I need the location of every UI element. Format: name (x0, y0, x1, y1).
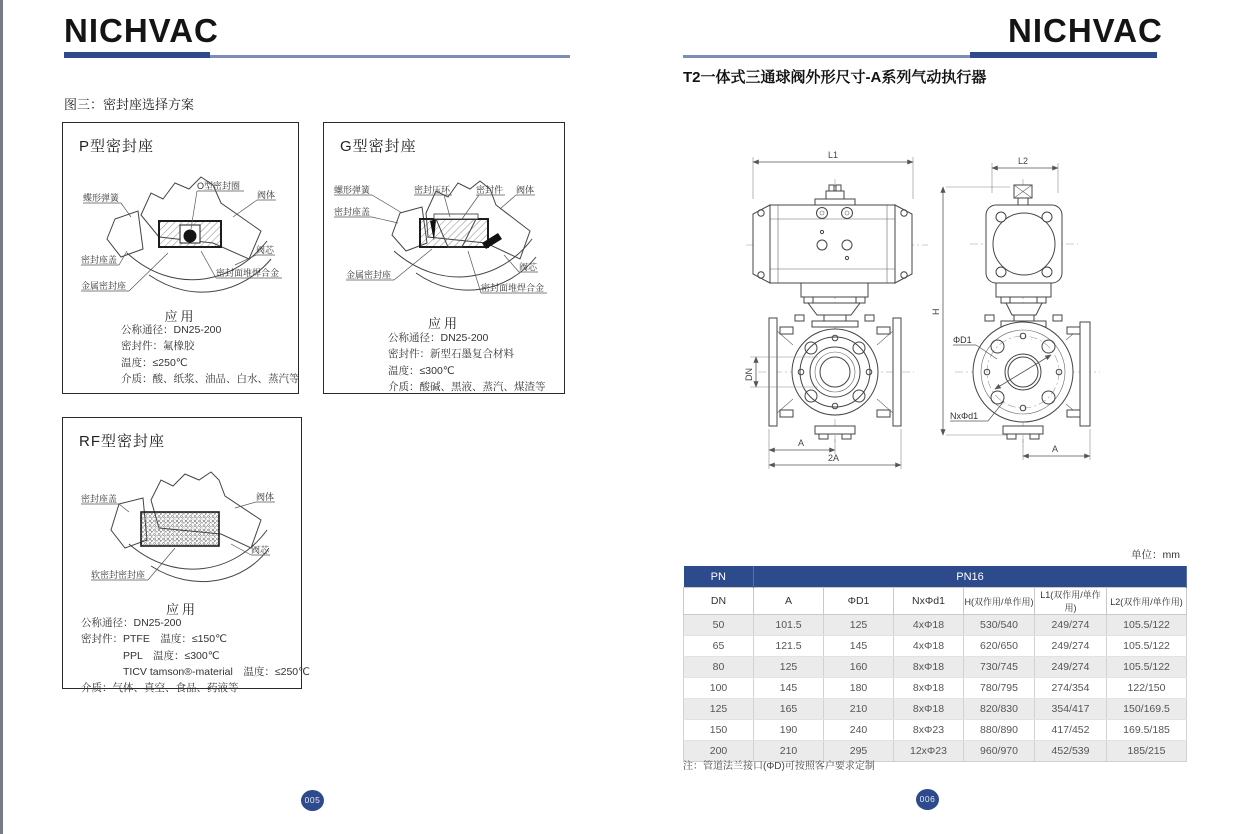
label-metal-seat: 金属密封座 (81, 281, 127, 291)
dim-label-a-side: A (1052, 444, 1059, 454)
table-cell: 121.5 (754, 636, 824, 657)
header-rule-accent-right (970, 52, 1157, 58)
table-cell: 880/890 (964, 720, 1035, 741)
table-column-header: ΦD1 (824, 588, 894, 615)
o-ring (184, 230, 197, 243)
table-cell: 249/274 (1035, 636, 1107, 657)
seat-p-cross-section (63, 157, 298, 307)
table-cell: 150 (684, 720, 754, 741)
seat-g-title: G型密封座 (340, 138, 417, 155)
table-cell: 145 (754, 678, 824, 699)
brand-logo-left: NICHVAC (64, 12, 219, 49)
label-soft-seat: 软密封密封座 (91, 570, 146, 580)
scan-edge (0, 0, 3, 834)
table-cell: 4xΦ18 (894, 636, 964, 657)
seat-rf-app-heading: 应用 (165, 602, 198, 617)
dimensions-table (683, 566, 1187, 762)
seat-g-app-lines (388, 330, 546, 396)
seat-p-title: P型密封座 (79, 138, 155, 155)
table-note: 注：管道法兰接口(ΦD)可按照客户要求定制 (683, 761, 875, 772)
table-cell: 780/795 (964, 678, 1035, 699)
table-cell: 169.5/185 (1107, 720, 1187, 741)
app-line: 介质：酸、纸浆、油品、白水、蒸汽等 (121, 373, 300, 386)
label-valve-body: 阀体 (256, 492, 275, 502)
table-cell: 820/830 (964, 699, 1035, 720)
app-line: 介质：气体、真空、食品、药液等 (81, 682, 239, 695)
seat-rf-app-lines (81, 615, 310, 696)
app-line: 公称通径：DN25-200 (81, 617, 182, 629)
table-column-header: A (754, 588, 824, 615)
dim-label-2a: 2A (828, 453, 840, 463)
table-row (684, 657, 1187, 678)
valve-front-view (744, 150, 928, 469)
app-line: 公称通径：DN25-200 (388, 332, 489, 344)
table-cell: 101.5 (754, 615, 824, 636)
label-valve-body: 阀体 (257, 190, 276, 200)
dim-label-l2: L2 (1018, 156, 1029, 166)
figure-caption: 图三：密封座选择方案 (64, 97, 195, 112)
app-line: 密封件：PTFE 温度：≤150℃ (81, 633, 227, 646)
table-cell: 8xΦ23 (894, 720, 964, 741)
table-cell: 210 (754, 741, 824, 762)
app-line: 温度：≤250℃ (121, 356, 188, 369)
page-number-left: 005 (301, 790, 324, 811)
label-seat-cover: 密封座盖 (81, 494, 118, 504)
table-cell: 8xΦ18 (894, 678, 964, 699)
label-valve-body: 阀体 (516, 185, 535, 195)
table-column-header-row (684, 588, 1187, 615)
app-line: TICV tamson®-material 温度：≤250℃ (123, 665, 310, 678)
table-row (684, 720, 1187, 741)
label-seat-cover: 密封座盖 (334, 207, 371, 217)
seat-g-drawing (334, 181, 547, 293)
table-row (684, 615, 1187, 636)
label-seal-element: 密封件 (476, 185, 504, 195)
table-cell: 417/452 (1035, 720, 1107, 741)
dim-label-h: H (931, 308, 941, 315)
app-line: 温度：≤300℃ (388, 364, 455, 377)
page-title: T2一体式三通球阀外形尺寸-A系列气动执行器 (683, 69, 987, 86)
table-cell: 125 (754, 657, 824, 678)
app-line: 密封件：新型石墨复合材料 (388, 348, 514, 361)
app-line: 密封件：氟橡胶 (121, 340, 195, 353)
table-cell: 185/215 (1107, 741, 1187, 762)
table-column-header: H(双作用/单作用) (964, 588, 1035, 615)
table-cell: 452/539 (1035, 741, 1107, 762)
table-cell: 125 (824, 615, 894, 636)
seat-p-app-heading: 应用 (164, 309, 197, 324)
table-cell: 105.5/122 (1107, 657, 1187, 678)
seat-box-g (323, 122, 565, 394)
table-column-header: L1(双作用/单作用) (1035, 588, 1107, 615)
dim-label-a-front: A (798, 438, 805, 448)
seat-box-p (62, 122, 299, 394)
brand-logo-right: NICHVAC (1008, 12, 1163, 49)
table-cell: 145 (824, 636, 894, 657)
seat-rf-drawing (81, 472, 275, 582)
table-cell: 620/650 (964, 636, 1035, 657)
label-valve-core: 阀芯 (251, 545, 270, 555)
seat-rf-title: RF型密封座 (79, 433, 165, 450)
seat-g-cross-section (324, 157, 564, 307)
valve-dimension-drawing (700, 135, 1200, 550)
table-cell: 730/745 (964, 657, 1035, 678)
seat-box-rf (62, 417, 310, 695)
table-cell: 8xΦ18 (894, 699, 964, 720)
table-cell: 150/169.5 (1107, 699, 1187, 720)
label-disc-spring: 蝶形弹簧 (83, 193, 120, 203)
table-cell: 210 (824, 699, 894, 720)
dim-label-phi-d1: ΦD1 (953, 335, 972, 345)
table-cell: 80 (684, 657, 754, 678)
header-rule-accent-left (64, 52, 210, 58)
valve-side-view (950, 156, 1100, 460)
label-press-ring: 密封压环 (414, 185, 451, 195)
table-cell: 50 (684, 615, 754, 636)
table-cell: 249/274 (1035, 657, 1107, 678)
table-cell: 105.5/122 (1107, 615, 1187, 636)
table-column-header: L2(双作用/单作用) (1107, 588, 1187, 615)
table-pn16-header: PN16 (754, 566, 1187, 588)
seat-rf-cross-section (63, 452, 301, 602)
dim-label-l1: L1 (828, 150, 839, 160)
label-weld-alloy: 密封面堆焊合金 (216, 268, 280, 278)
table-cell: 165 (754, 699, 824, 720)
table-pn-header: PN (684, 566, 754, 588)
table-cell: 100 (684, 678, 754, 699)
label-spring: 螺形弹簧 (334, 185, 371, 195)
label-valve-core: 阀芯 (519, 262, 538, 272)
label-seat-cover: 密封座盖 (81, 255, 118, 265)
table-cell: 4xΦ18 (894, 615, 964, 636)
unit-label: 单位：mm (1131, 549, 1180, 561)
table-cell: 295 (824, 741, 894, 762)
dim-label-nx-phi-d1: NxΦd1 (950, 411, 979, 421)
table-row (684, 699, 1187, 720)
table-row (684, 678, 1187, 699)
table-cell: 354/417 (1035, 699, 1107, 720)
seat-p-app-lines (121, 322, 300, 388)
label-weld-alloy: 密封面堆焊合金 (481, 283, 545, 293)
table-cell: 960/970 (964, 741, 1035, 762)
label-o-ring: O型密封圈 (197, 181, 241, 191)
table-cell: 125 (684, 699, 754, 720)
app-line: 公称通径：DN25-200 (121, 324, 222, 336)
seat-p-drawing (81, 177, 282, 292)
table-cell: 249/274 (1035, 615, 1107, 636)
table-cell: 200 (684, 741, 754, 762)
table-column-header: NxΦd1 (894, 588, 964, 615)
table-cell: 160 (824, 657, 894, 678)
table-cell: 122/150 (1107, 678, 1187, 699)
dim-label-dn: DN (744, 368, 754, 381)
table-cell: 530/540 (964, 615, 1035, 636)
table-cell: 240 (824, 720, 894, 741)
app-line: 介质：酸碱、黑液、蒸汽、煤渣等 (388, 381, 546, 394)
table-cell: 180 (824, 678, 894, 699)
table-cell: 8xΦ18 (894, 657, 964, 678)
table-cell: 105.5/122 (1107, 636, 1187, 657)
seat-g-app-heading: 应用 (427, 316, 460, 331)
table-cell: 12xΦ23 (894, 741, 964, 762)
table-row (684, 636, 1187, 657)
table-column-header: DN (684, 588, 754, 615)
table-header-row-pn (684, 566, 1187, 588)
table-cell: 190 (754, 720, 824, 741)
table-cell: 274/354 (1035, 678, 1107, 699)
page-number-right: 006 (916, 789, 939, 810)
label-metal-seat: 金属密封座 (346, 270, 392, 280)
app-line: PPL 温度：≤300℃ (123, 649, 220, 662)
table-cell: 65 (684, 636, 754, 657)
label-valve-core: 阀芯 (256, 245, 275, 255)
